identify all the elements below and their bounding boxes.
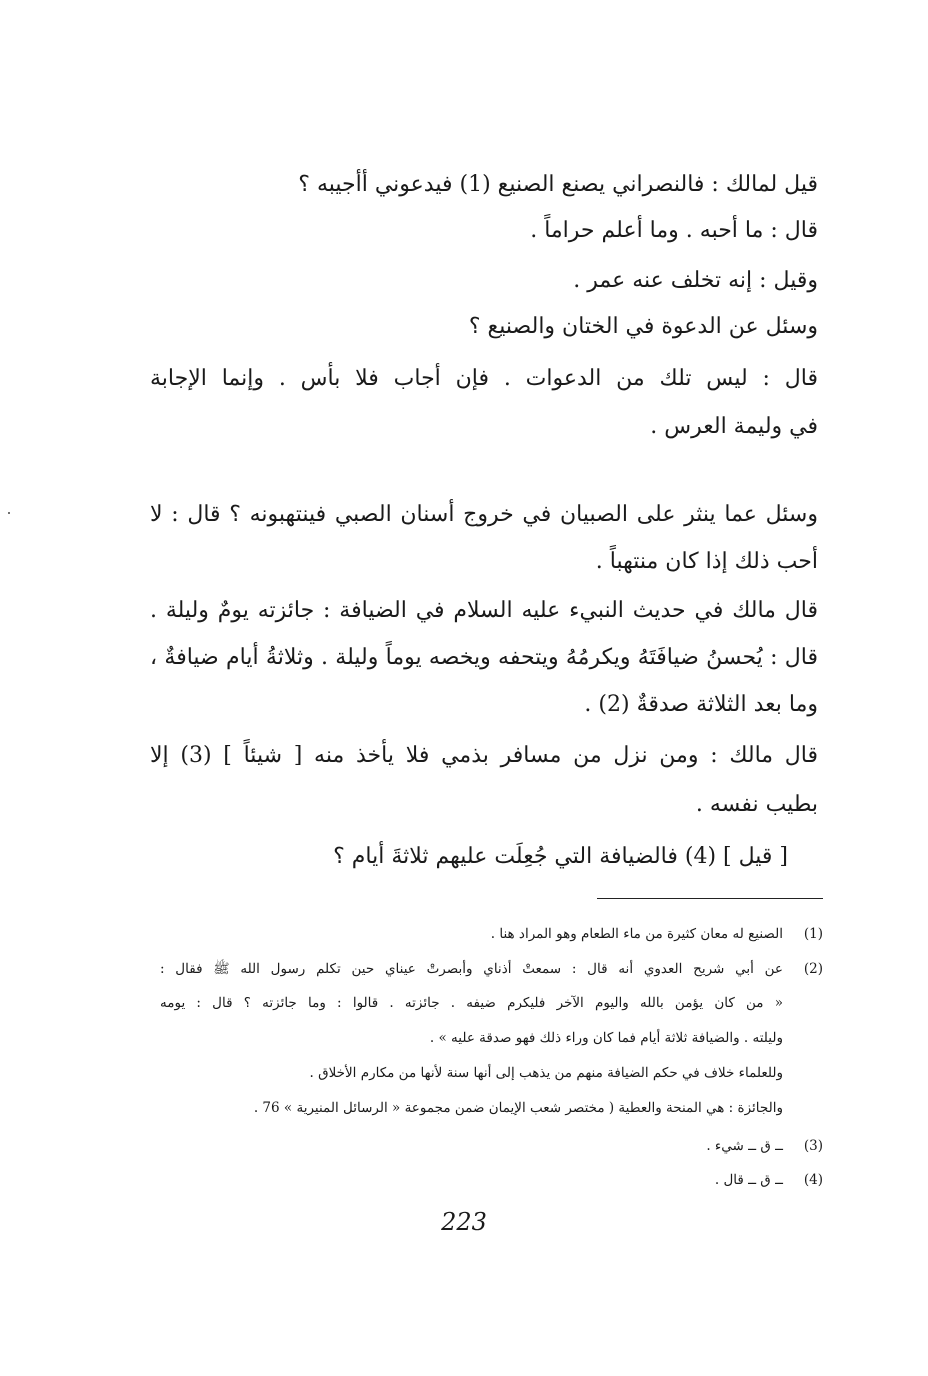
main-text-line: أحب ذلك إذا كان منتهباً . — [595, 549, 818, 574]
main-text-line: قال مالك : ومن نزل من مسافر بذمي فلا يأخذ منه [ شيئاً ] (3) إلا — [150, 743, 818, 768]
footnote-number: (3) — [803, 1138, 823, 1154]
footnote-line: ــ ق ــ قال . — [714, 1172, 783, 1188]
main-text-line: وسئل عما ينثر على الصبيان في خروج أسنان الصبي فينتهبونه ؟ قال : لا — [150, 502, 818, 527]
main-text-line: قال مالك في حديث النبيء عليه السلام في الضيافة : جائزته يومٌ وليلة . — [150, 598, 818, 623]
main-text-line: [ قيل ] (4) فالضيافة التي جُعِلَت عليهم ثلاثةَ أيام ؟ — [333, 844, 788, 869]
footnote-line: وللعلماء خلاف في حكم الضيافة منهم من يذهب إلى أنها سنة لأنها من مكارم الأخلاق . — [309, 1065, 783, 1081]
footnote-line: « من كان يؤمن بالله واليوم الآخر فليكرم ضيفه . جائزته . قالوا : وما جائزته ؟ قال : يومه — [160, 995, 783, 1011]
footnote-line: والجائزة : هي المنحة والعطية ( مختصر شعب الإيمان ضمن مجموعة « الرسائل المنيرية » 76 . — [253, 1100, 783, 1116]
main-text-line: وقيل : إنه تخلف عنه عمر . — [573, 268, 818, 293]
main-text-line: بطيب نفسه . — [695, 792, 818, 817]
page-number: 223 — [441, 1208, 487, 1236]
main-text-line: وما بعد الثلاثة صدقةٌ (2) . — [584, 692, 818, 717]
footnote-separator — [597, 898, 823, 899]
main-text-line: وسئل عن الدعوة في الختان والصنيع ؟ — [468, 314, 818, 339]
footnote-number: (1) — [803, 926, 823, 942]
footnote-line: ــ ق ــ شيء . — [706, 1138, 783, 1154]
main-text-line: قال : يُحسنُ ضيافَتَهُ ويكرمُهُ ويتحفه ويخصه يوماً وليلة . وثلاثةُ أيام ضيافةٌ ، — [150, 645, 818, 670]
main-text-line: قال : ما أحبه . وما أعلم حراماً . — [530, 218, 818, 243]
main-text-line: قيل لمالك : فالنصراني يصنع الصنيع (1) فيدعوني أأجيبه ؟ — [298, 172, 818, 197]
footnote-line: عن أبي شريح العدوي أنه قال : سمعتْ أذناي وأبصرتْ عيناي حين تكلم رسول الله ﷺ فقال : — [160, 961, 783, 977]
footnote-number: (2) — [803, 961, 823, 977]
footnote-number: (4) — [803, 1172, 823, 1188]
footnote-line: الصنيع له معان كثيرة من ماء الطعام وهو المراد هنا . — [490, 926, 783, 942]
margin-mark — [8, 512, 10, 514]
footnote-line: وليلته . والضيافة ثلاثة أيام فما كان وراء ذلك فهو صدقة عليه » . — [429, 1030, 783, 1046]
main-text-line: قال : ليس تلك من الدعوات . فإن أجاب فلا بأس . وإنما الإجابة — [150, 366, 818, 391]
main-text-line: في وليمة العرس . — [650, 414, 818, 439]
